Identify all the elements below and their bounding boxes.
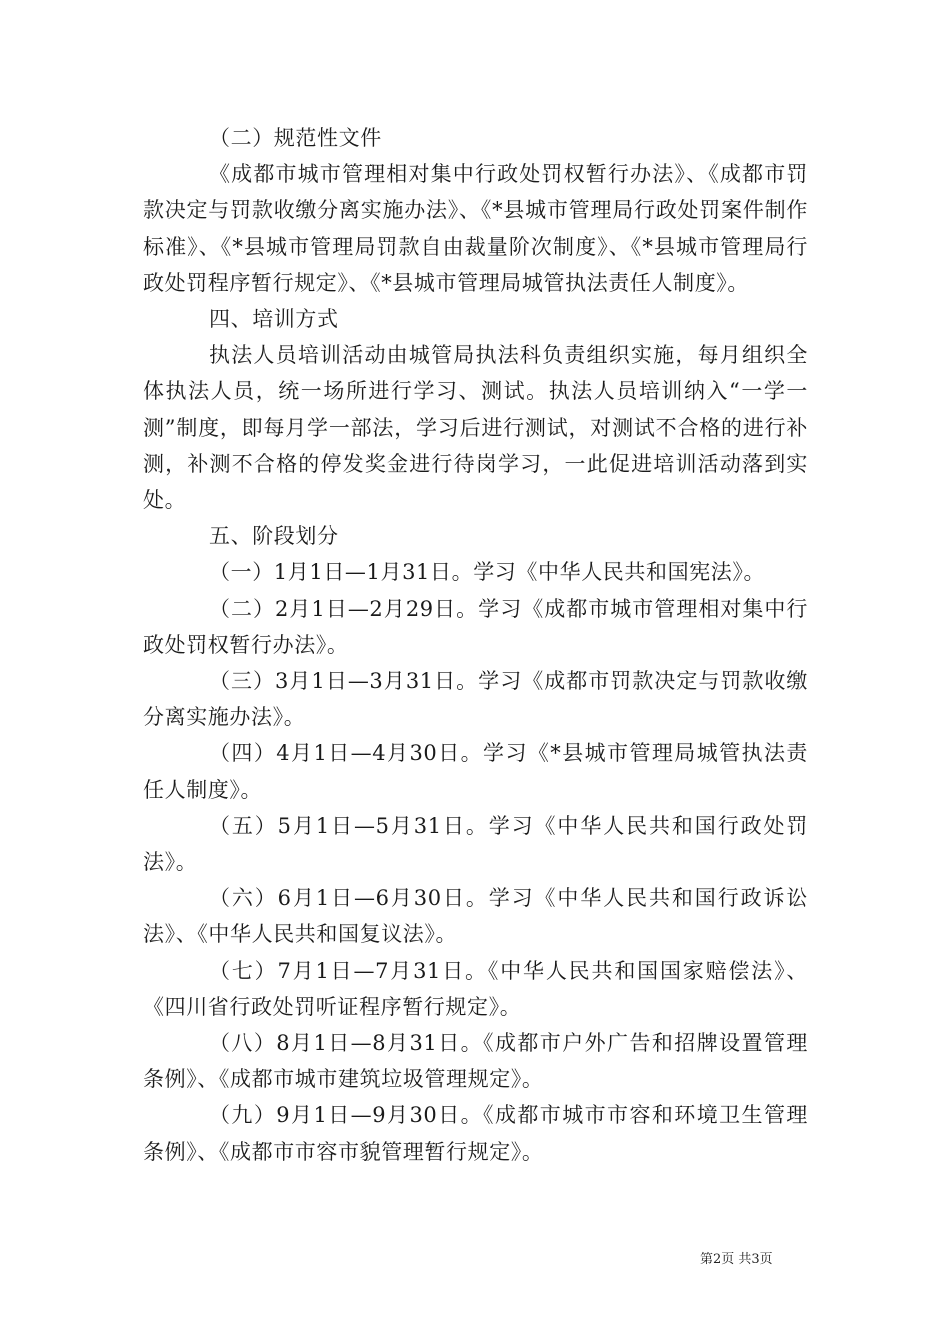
stage-item-3: （三）3月1日—3月31日。学习《成都市罚款决定与罚款收缴分离实施办法》。 <box>143 669 808 730</box>
stage-item-5: （五）5月1日—5月31日。学习《中华人民共和国行政处罚法》。 <box>143 813 808 875</box>
stage-item-9: （九）9月1日—9月30日。《成都市城市市容和环境卫生管理条例》、《成都市市容市貌管理暂行规定》。 <box>143 1103 808 1164</box>
stage-item-8: （八）8月1日—8月31日。《成都市户外广告和招牌设置管理条例》、《成都市城市建筑垃圾管理规定》。 <box>143 1031 808 1092</box>
page-number: 第2页 共3页 <box>700 1252 773 1267</box>
paragraph-training-method: 执法人员培训活动由城管局执法科负责组织实施，每月组织全体执法人员，统一场所进行学习、测试。执法人员培训纳入“一学一测”制度，即每月学一部法，学习后进行测试，对测试不合格的进行补测，补测不合格的停发奖金进行待岗学习，一此促进培训活动落到实处。 <box>143 343 808 513</box>
subheading-normative-documents: （二）规范性文件 <box>209 126 382 150</box>
stage-item-4: （四）4月1日—4月30日。学习《*县城市管理局城管执法责任人制度》。 <box>143 741 808 802</box>
stage-item-2: （二）2月1日—2月29日。学习《成都市城市管理相对集中行政处罚权暂行办法》。 <box>143 596 808 657</box>
heading-training-method: 四、培训方式 <box>209 307 339 332</box>
heading-stage-division: 五、阶段划分 <box>209 524 339 549</box>
stage-item-6: （六）6月1日—6月30日。学习《中华人民共和国行政诉讼法》、《中华人民共和国复议法》。 <box>143 886 808 947</box>
stage-item-1: （一）1月1日—1月31日。学习《中华人民共和国宪法》。 <box>209 560 766 585</box>
paragraph-normative-list: 《成都市城市管理相对集中行政处罚权暂行办法》、《成都市罚款决定与罚款收缴分离实施办法》、《*县城市管理局行政处罚案件制作标准》、《*县城市管理局罚款自由裁量阶次制度》、《*县城市管理局行政处罚程序暂行规定》、《*县城市管理局城管执法责任人制度》。 <box>143 162 808 295</box>
document-body <box>143 120 808 1170</box>
stage-item-7: （七）7月1日—7月31日。《中华人民共和国国家赔偿法》、《四川省行政处罚听证程序暂行规定》。 <box>143 958 808 1019</box>
